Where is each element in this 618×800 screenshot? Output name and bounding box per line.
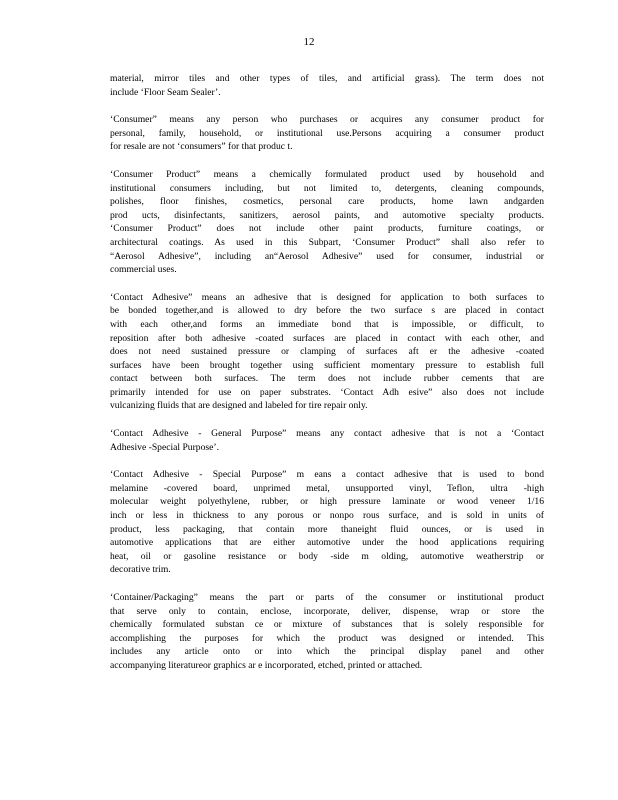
text-line: personal, family, household, or institutional use.Persons acquiring a consumer product	[110, 127, 544, 139]
text-line: decorative trim.	[110, 564, 171, 576]
text-line: commercial uses.	[110, 264, 177, 276]
definition-container-packaging	[110, 591, 544, 673]
document-body	[110, 72, 544, 687]
text-line: contact between both surfaces. The term does not include rubber cements that are	[110, 373, 544, 385]
text-line: surfaces have been brought together using sufficient momentary pressure to establish full	[110, 359, 544, 371]
text-line: chemically formulated substan ce or mixture of substances that is solely responsible for	[110, 619, 544, 631]
definition-contact-adhesive-general-purpose	[110, 427, 544, 454]
definition-contact-adhesive-special-purpose	[110, 468, 544, 577]
text-line: reposition after both adhesive -coated surfaces are placed in contact with each other, and	[110, 332, 544, 344]
text-line: heat, oil or gasoline resistance or body -side m olding, automotive weatherstrip or	[110, 550, 544, 562]
text-line: institutional consumers including, but not limited to, detergents, cleaning compounds,	[110, 182, 544, 194]
definition-continuation	[110, 72, 544, 99]
text-line: accomplishing the purposes for which the product was designed or intended. This	[110, 632, 544, 644]
text-line: for resale are not ‘consumers” for that produc t.	[110, 141, 293, 153]
page-number: 12	[303, 36, 315, 48]
text-line: automotive applications that are either automotive under the hood applications requiring	[110, 537, 544, 549]
text-line: ‘Contact Adhesive” means an adhesive that is designed for application to both surfaces to	[110, 291, 544, 303]
text-line: that serve only to contain, enclose, incorporate, deliver, dispense, wrap or store the	[110, 605, 544, 617]
text-line: product, less packaging, that contain more thaneight fluid ounces, or is used in	[110, 523, 544, 535]
text-line: polishes, floor finishes, cosmetics, personal care products, home lawn andgarden	[110, 196, 544, 208]
text-line: prod ucts, disinfectants, sanitizers, aerosol paints, and automotive specialty products.	[110, 209, 544, 221]
text-line: architectural coatings. As used in this Subpart, ‘Consumer Product” shall also refer to	[110, 236, 544, 248]
text-line: ‘Contact Adhesive - General Purpose” means any contact adhesive that is not a ‘Contact	[110, 428, 544, 440]
text-line: includes any article onto or into which the principal display panel and other	[110, 646, 544, 658]
text-line: material, mirror tiles and other types of tiles, and artificial grass). The term does not	[110, 73, 544, 84]
definition-consumer	[110, 113, 544, 154]
text-line: inch or less in thickness to any porous or nonpo rous surface, and is sold in units of	[110, 510, 544, 522]
text-line: melamine -covered board, unprimed metal, unsupported vinyl, Teflon, ultra -high	[110, 482, 544, 494]
text-line: with each other,and forms an immediate bond that is impossible, or difficult, to	[110, 318, 544, 330]
text-line: ‘Consumer Product” does not include other paint products, furniture coatings, or	[110, 223, 544, 235]
text-line: “Aerosol Adhesive”, including an“Aerosol Adhesive” used for consumer, industrial or	[110, 250, 544, 262]
definition-consumer-product	[110, 168, 544, 277]
text-line: ‘Container/Packaging” means the part or parts of the consumer or institutional product	[110, 592, 544, 603]
text-line: does not need sustained pressure or clamping of surfaces aft er the adhesive -coated	[110, 346, 544, 358]
text-line: ‘Consumer Product” means a chemically formulated product used by household and	[110, 168, 544, 180]
text-line: include ‘Floor Seam Sealer’.	[110, 86, 221, 98]
text-line: be bonded together,and is allowed to dry before the two surface s are placed in contact	[110, 305, 544, 317]
text-line: Adhesive -Special Purpose’.	[110, 441, 219, 453]
definition-contact-adhesive	[110, 291, 544, 413]
text-line: vulcanizing fluids that are designed and labeled for tire repair only.	[110, 400, 368, 412]
text-line: molecular weight polyethylene, rubber, or high pressure laminate or wood veneer 1/16	[110, 496, 544, 508]
text-line: ‘Contact Adhesive - Special Purpose” m eans a contact adhesive that is used to bond	[110, 469, 544, 481]
text-line: accompanying literatureor graphics ar e incorporated, etched, printed or attached.	[110, 659, 423, 671]
text-line: primarily intended for use on paper substrates. ‘Contact Adh esive” also does not include	[110, 386, 544, 398]
text-line: ‘Consumer” means any person who purchases or acquires any consumer product for	[110, 114, 544, 126]
